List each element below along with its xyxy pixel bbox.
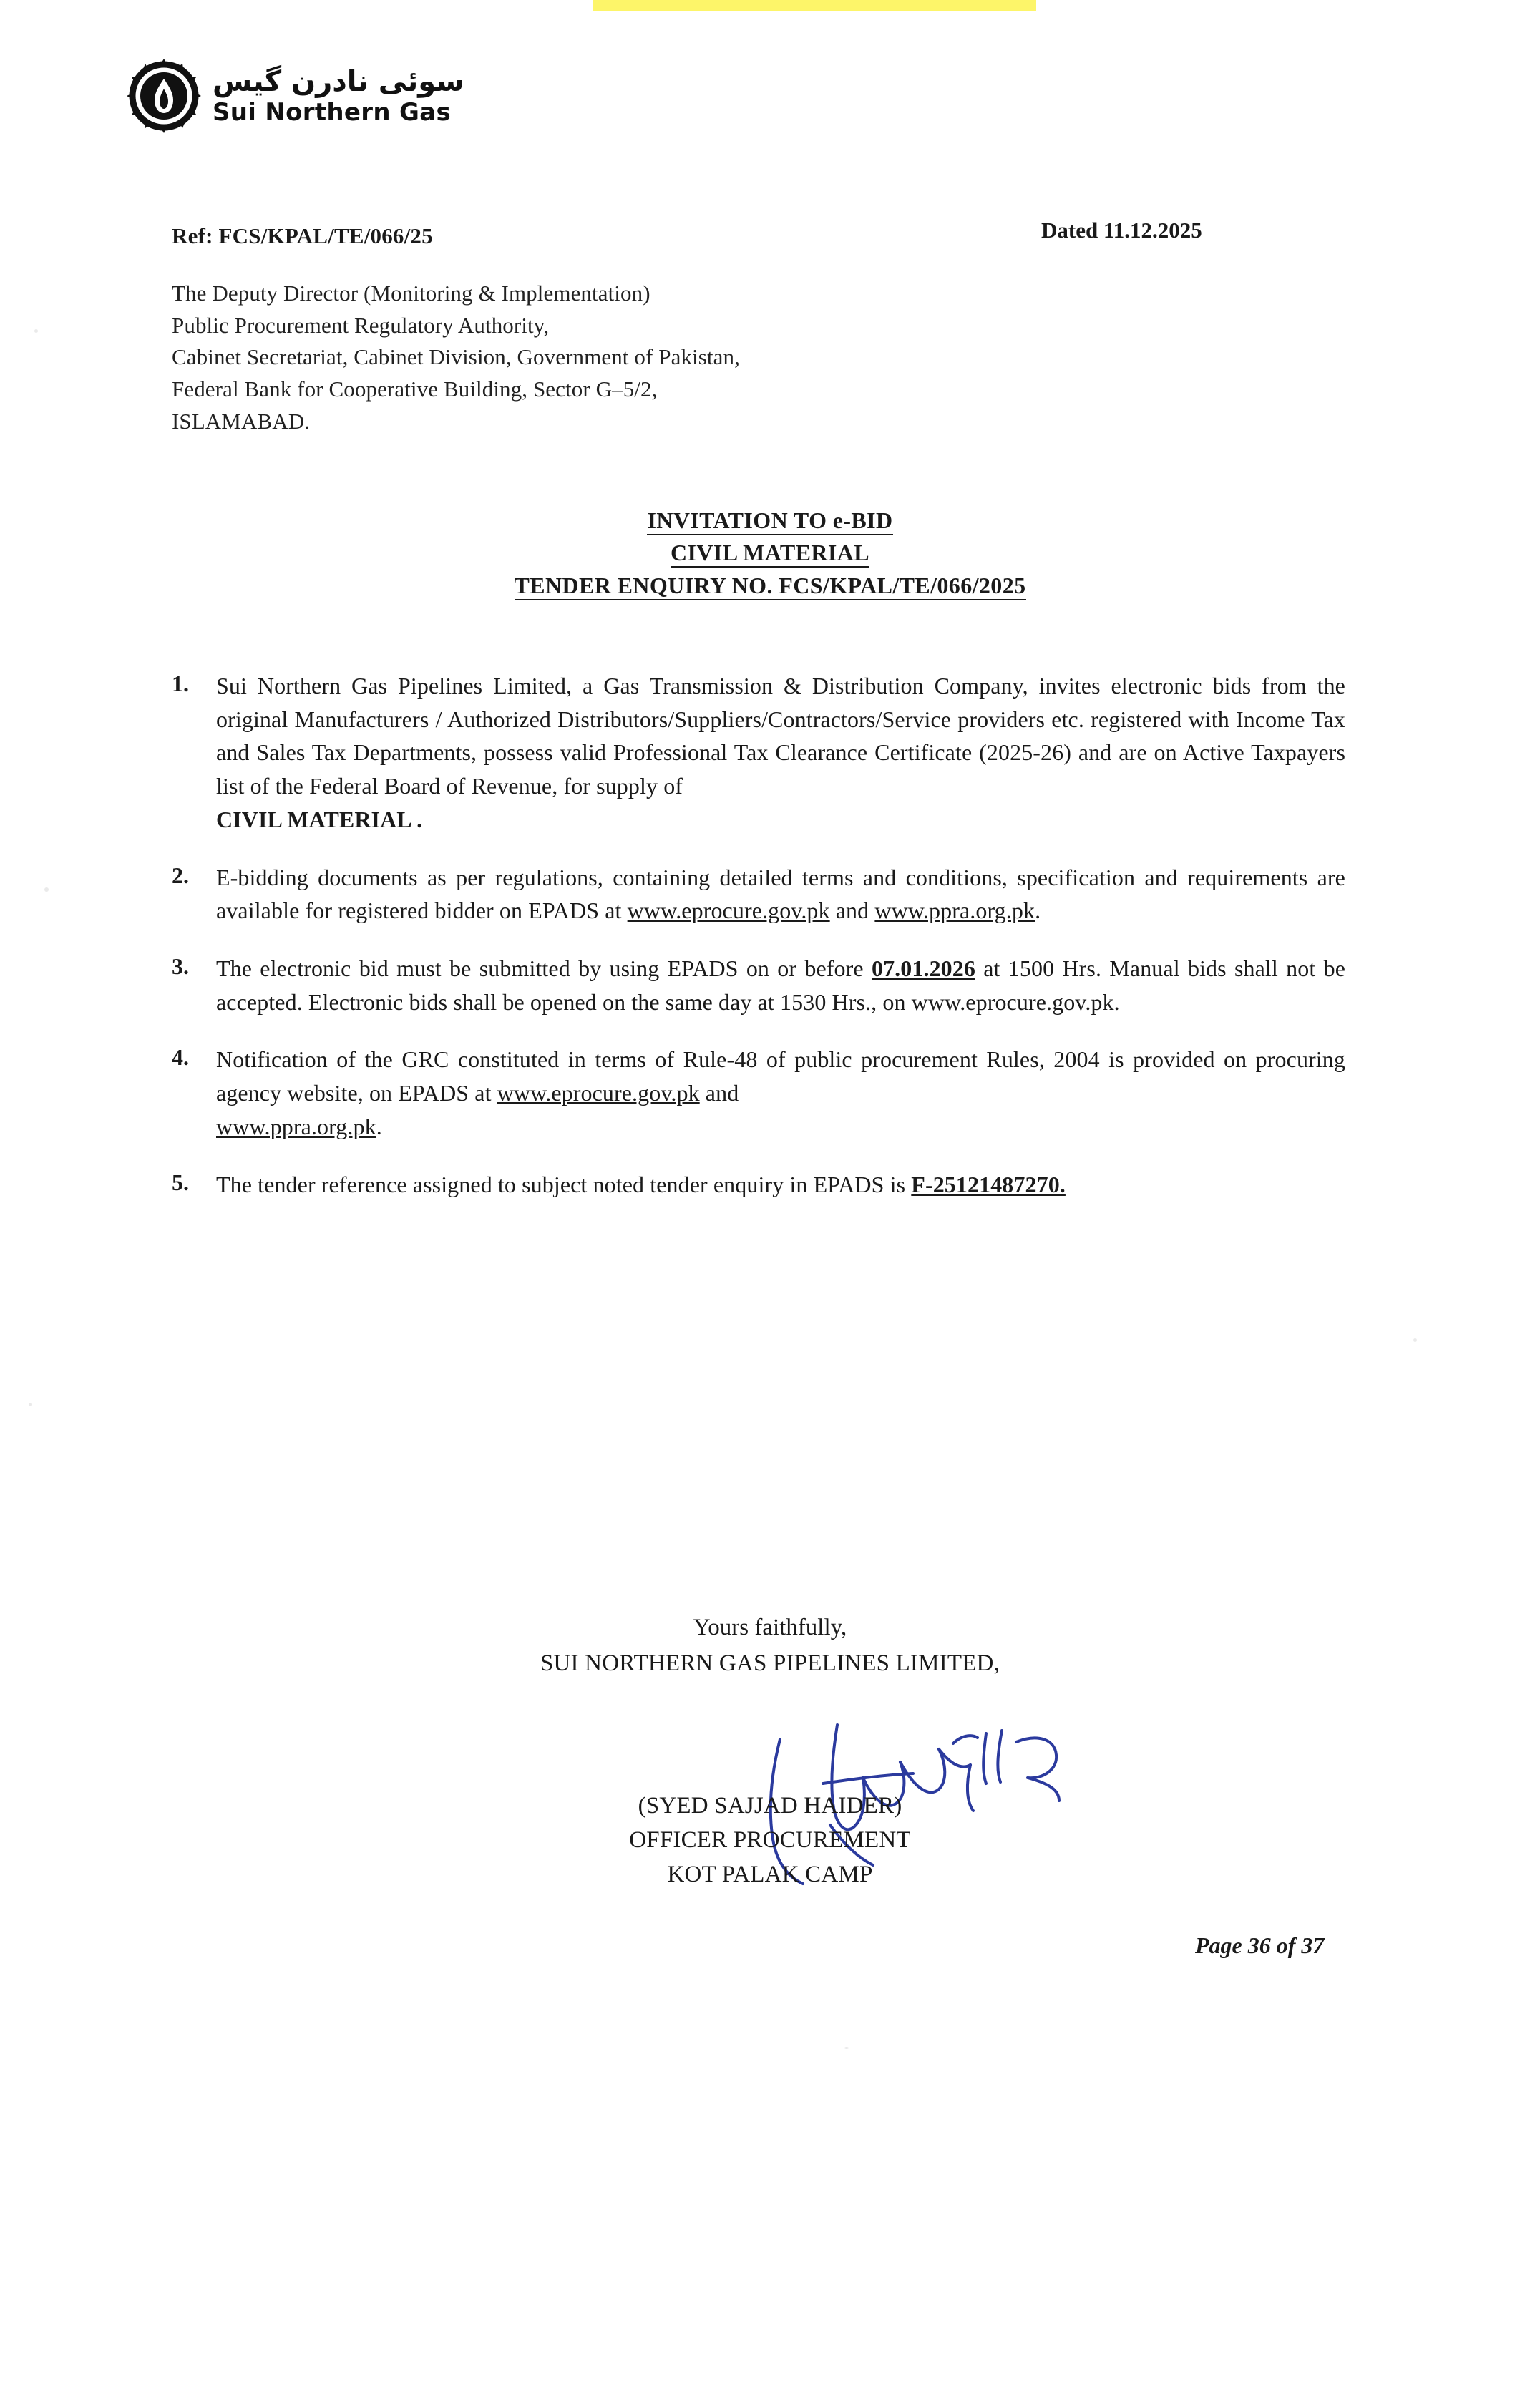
clause-text: [216, 952, 1345, 1018]
logo-english-text: Sui Northern Gas: [213, 98, 451, 127]
clause-text: [216, 1168, 1345, 1202]
clause-2-end: .: [1035, 897, 1041, 924]
clause-4-end: .: [376, 1113, 382, 1139]
clause-4-conjunction: and: [705, 1080, 739, 1106]
clause-number: 3.: [172, 953, 189, 980]
title-line-2: CIVIL MATERIAL: [0, 537, 1540, 569]
scan-highlight-strip: [593, 0, 1036, 11]
letter-date: Dated 11.12.2025: [1041, 218, 1202, 243]
clause-text: [216, 861, 1345, 928]
scan-speckle: [44, 887, 49, 892]
addressee-line-4: Federal Bank for Cooperative Building, Sector G–5/2,: [172, 376, 658, 402]
page-number-label: Page 36 of 37: [1195, 1932, 1325, 1958]
clause-3-body: The electronic bid must be submitted by using EPADS on or before: [216, 955, 864, 982]
closing-salutation: Yours faithfully,: [693, 1615, 847, 1640]
logo-urdu-text: سوئی نادرن گیس: [213, 65, 464, 98]
clause-4-body: Notification of the GRC constituted in terms of Rule-48 of public procurement Rules, 2004 is provided on procuring agency website, on EPADS at: [216, 1046, 1345, 1106]
clause-1-body: Sui Northern Gas Pipelines Limited, a Gas Transmission & Distribution Company, invites electronic bids from the original Manufacturers / Authorized Distributors/Suppliers/Contractors/Service providers etc. registered with Income Tax and Sales Tax Departments, possess valid Professional Tax Clearance Certificate (2025-26) and are on Active Taxpayers list of the Federal Board of Revenue, for supply of: [216, 673, 1345, 799]
clause-item: [172, 952, 1345, 1018]
clause-5-body: The tender reference assigned to subject noted tender enquiry in EPADS is: [216, 1171, 906, 1197]
clause-number: 1.: [172, 671, 189, 696]
reference-number: Ref: FCS/KPAL/TE/066/25: [172, 223, 433, 248]
scan-speckle: [1413, 1338, 1417, 1342]
ppra-link[interactable]: www.ppra.org.pk: [874, 897, 1035, 924]
clause-number: 2.: [172, 862, 189, 888]
addressee-line-1: The Deputy Director (Monitoring & Implementation): [172, 281, 650, 306]
clause-text: [216, 1043, 1345, 1143]
title-line-1: INVITATION TO e-BID: [0, 505, 1540, 537]
addressee-line-3: Cabinet Secretariat, Cabinet Division, Government of Pakistan,: [172, 344, 740, 370]
clause-1-subject: CIVIL MATERIAL .: [216, 806, 423, 832]
clause-number: 5.: [172, 1169, 189, 1195]
sui-northern-gas-flame-gear-logo-icon: [125, 57, 203, 135]
clause-text: [216, 669, 1345, 837]
signatory-designation: OFFICER PROCUREMENT: [629, 1826, 911, 1853]
title-line-3: TENDER ENQUIRY NO. FCS/KPAL/TE/066/2025: [0, 570, 1540, 602]
clause-3-body-2: at 1500 Hrs. Manual bids shall not be accepted. Electronic bids shall be opened on the same day at 1530 Hrs., on www.eprocure.gov.pk.: [216, 955, 1345, 1015]
scan-speckle: [29, 1403, 32, 1406]
addressee-line-5: ISLAMABAD.: [172, 408, 311, 434]
addressee-line-2: Public Procurement Regulatory Authority,: [172, 312, 550, 338]
clause-item: [172, 669, 1345, 837]
clause-2-body: E-bidding documents as per regulations, containing detailed terms and conditions, specification and requirements are available for registered bidder on EPADS at: [216, 864, 1345, 924]
closing-company-name: SUI NORTHERN GAS PIPELINES LIMITED,: [540, 1650, 1000, 1676]
clause-item: [172, 1043, 1345, 1143]
signatory-block: [0, 1789, 1540, 1892]
clause-2-conjunction: and: [835, 897, 869, 924]
tender-reference-code: F-25121487270.: [911, 1171, 1066, 1197]
clause-item: [172, 1168, 1345, 1202]
ppra-link[interactable]: www.ppra.org.pk: [216, 1113, 376, 1139]
clause-item: [172, 861, 1345, 928]
document-title: [0, 505, 1540, 602]
signatory-name: (SYED SAJJAD HAIDER): [638, 1793, 902, 1819]
scan-speckle: [844, 2047, 849, 2049]
letterhead: [125, 57, 464, 135]
clause-number: 4.: [172, 1044, 189, 1071]
eprocure-link[interactable]: www.eprocure.gov.pk: [497, 1080, 700, 1106]
bid-deadline-date: 07.01.2026: [871, 955, 975, 982]
signatory-location: KOT PALAK CAMP: [667, 1861, 873, 1887]
clause-list: [172, 669, 1345, 1225]
addressee-block: [172, 278, 740, 437]
closing-block: [0, 1610, 1540, 1681]
scan-speckle: [34, 329, 38, 333]
eprocure-link[interactable]: www.eprocure.gov.pk: [627, 897, 830, 924]
